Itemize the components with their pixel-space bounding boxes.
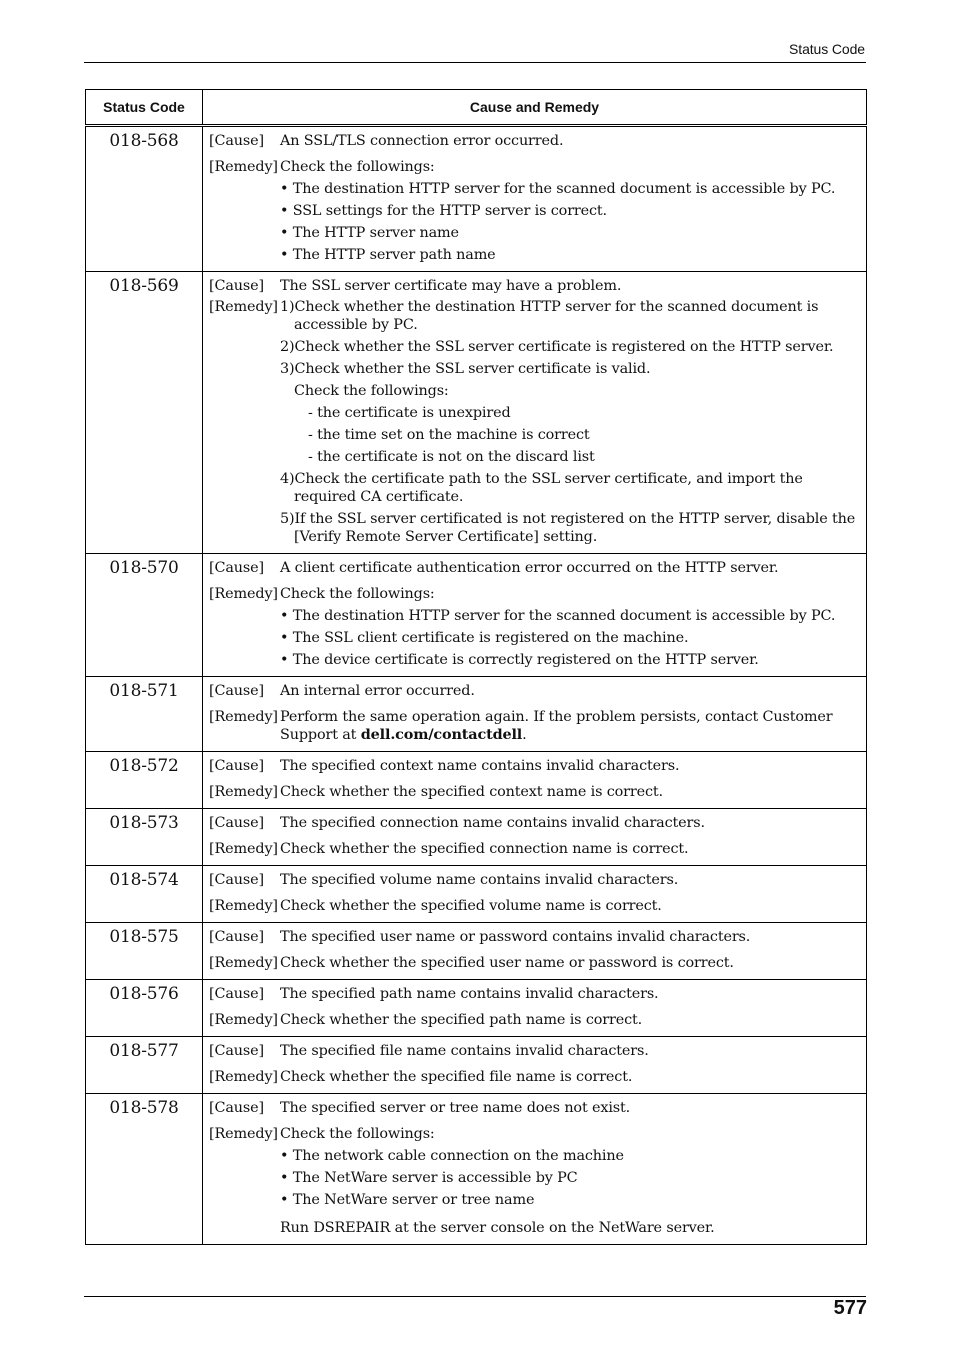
remedy-item bbox=[209, 202, 862, 220]
remedy-item-indent bbox=[209, 202, 280, 220]
remedy-item-indent bbox=[209, 510, 280, 546]
remedy-item bbox=[209, 360, 862, 378]
cause-line bbox=[209, 985, 862, 1003]
remedy-item-indent bbox=[209, 629, 280, 647]
cause-and-remedy bbox=[203, 980, 867, 1037]
remedy-label: [Remedy] bbox=[209, 841, 278, 857]
remedy-item-indent bbox=[209, 246, 280, 264]
remedy-after bbox=[209, 1219, 862, 1237]
remedy-text: Check whether the specified volume name is correct. bbox=[280, 898, 662, 914]
step-item bbox=[280, 510, 862, 546]
cause-and-remedy bbox=[203, 1037, 867, 1094]
remedy-text: Check whether the specified path name is correct. bbox=[280, 1012, 643, 1028]
remedy-item bbox=[209, 382, 862, 400]
remedy-label: [Remedy] bbox=[209, 1126, 278, 1142]
remedy-item bbox=[209, 1147, 862, 1165]
table-row bbox=[86, 1094, 867, 1245]
remedy-label: [Remedy] bbox=[209, 898, 278, 914]
cause-label: [Cause] bbox=[209, 815, 264, 831]
page-number: 577 bbox=[833, 1297, 867, 1319]
step-text: 2)Check whether the SSL server certificate is registered on the HTTP server. bbox=[280, 339, 834, 355]
table-row bbox=[86, 677, 867, 752]
cause-and-remedy bbox=[203, 752, 867, 809]
cause-and-remedy bbox=[203, 272, 867, 554]
remedy-item bbox=[209, 338, 862, 356]
cause-line bbox=[209, 1042, 862, 1060]
step-item: Check the followings: bbox=[294, 383, 449, 399]
running-head: Status Code bbox=[789, 41, 865, 57]
remedy-item-indent bbox=[209, 448, 280, 466]
table-header-row bbox=[86, 90, 867, 126]
bullet-item: • SSL settings for the HTTP server is correct. bbox=[280, 202, 862, 220]
cause-and-remedy bbox=[203, 126, 867, 272]
remedy-item bbox=[209, 1169, 862, 1187]
step-item bbox=[280, 470, 862, 506]
remedy-text: Check whether the specified context name is correct. bbox=[280, 784, 663, 800]
step-text: 3)Check whether the SSL server certificate is valid. bbox=[280, 361, 651, 377]
remedy-label: [Remedy] bbox=[209, 1012, 278, 1028]
cause-text: The specified volume name contains invalid characters. bbox=[280, 872, 679, 888]
step-item: - the certificate is not on the discard list bbox=[308, 449, 595, 465]
remedy-item-indent bbox=[209, 1169, 280, 1187]
remedy-text: Check the followings: bbox=[280, 1126, 435, 1142]
remedy-line bbox=[209, 897, 862, 915]
remedy-text: Check the followings: bbox=[280, 159, 435, 175]
cause-label: [Cause] bbox=[209, 986, 264, 1002]
status-code: 018-568 bbox=[86, 126, 203, 272]
table-row bbox=[86, 752, 867, 809]
remedy-line bbox=[209, 298, 862, 334]
remedy-item bbox=[209, 404, 862, 422]
header-rule bbox=[84, 62, 866, 63]
remedy-item-indent bbox=[209, 224, 280, 242]
remedy-line bbox=[209, 1125, 862, 1143]
remedy-line bbox=[209, 840, 862, 858]
remedy-line bbox=[209, 158, 862, 176]
remedy-text: Check whether the specified file name is correct. bbox=[280, 1069, 633, 1085]
table-row bbox=[86, 866, 867, 923]
cause-text: The specified context name contains invalid characters. bbox=[280, 758, 680, 774]
cause-line bbox=[209, 1099, 862, 1117]
remedy-text: Check whether the specified connection name is correct. bbox=[280, 841, 689, 857]
remedy-item bbox=[209, 607, 862, 625]
cause-and-remedy bbox=[203, 866, 867, 923]
column-header-cause-and-remedy: Cause and Remedy bbox=[203, 90, 867, 126]
status-code: 018-575 bbox=[86, 923, 203, 980]
remedy-line bbox=[209, 954, 862, 972]
remedy-text: Check the followings: bbox=[280, 586, 435, 602]
remedy-after-text: Run DSREPAIR at the server console on the NetWare server. bbox=[280, 1220, 715, 1236]
remedy-text-end: . bbox=[522, 727, 527, 743]
remedy-line bbox=[209, 708, 862, 744]
remedy-text bbox=[280, 298, 862, 334]
table-row bbox=[86, 923, 867, 980]
remedy-item bbox=[209, 1191, 862, 1209]
remedy-label: [Remedy] bbox=[209, 955, 278, 971]
remedy-item-indent bbox=[209, 1219, 280, 1237]
cause-and-remedy bbox=[203, 554, 867, 677]
table-row bbox=[86, 809, 867, 866]
cause-label: [Cause] bbox=[209, 133, 264, 149]
status-code: 018-572 bbox=[86, 752, 203, 809]
cause-label: [Cause] bbox=[209, 683, 264, 699]
cause-label: [Cause] bbox=[209, 872, 264, 888]
table-row bbox=[86, 980, 867, 1037]
cause-line bbox=[209, 277, 862, 295]
remedy-item-indent bbox=[209, 180, 280, 198]
cause-and-remedy bbox=[203, 1094, 867, 1245]
cause-line bbox=[209, 928, 862, 946]
remedy-item-indent bbox=[209, 1147, 280, 1165]
cause-text: A client certificate authentication error occurred on the HTTP server. bbox=[280, 560, 779, 576]
remedy-line bbox=[209, 783, 862, 801]
cause-label: [Cause] bbox=[209, 929, 264, 945]
bullet-item: • The network cable connection on the machine bbox=[280, 1147, 862, 1165]
status-code: 018-576 bbox=[86, 980, 203, 1037]
cause-text: The specified path name contains invalid characters. bbox=[280, 986, 659, 1002]
remedy-item-indent bbox=[209, 470, 280, 506]
bullet-item: • The destination HTTP server for the scanned document is accessible by PC. bbox=[280, 180, 862, 198]
remedy-item bbox=[209, 470, 862, 506]
remedy-item-indent bbox=[209, 426, 280, 444]
remedy-item-indent bbox=[209, 651, 280, 669]
status-code: 018-573 bbox=[86, 809, 203, 866]
status-code: 018-569 bbox=[86, 272, 203, 554]
cause-text: The SSL server certificate may have a problem. bbox=[280, 278, 622, 294]
status-code: 018-571 bbox=[86, 677, 203, 752]
status-code: 018-570 bbox=[86, 554, 203, 677]
bullet-item: • The HTTP server path name bbox=[280, 246, 862, 264]
remedy-item-indent bbox=[209, 382, 280, 400]
table-row bbox=[86, 1037, 867, 1094]
cause-line bbox=[209, 559, 862, 577]
cause-text: The specified server or tree name does not exist. bbox=[280, 1100, 631, 1116]
table-row bbox=[86, 554, 867, 677]
cause-label: [Cause] bbox=[209, 758, 264, 774]
status-code-table bbox=[85, 89, 867, 1245]
remedy-text bbox=[280, 708, 862, 744]
cause-label: [Cause] bbox=[209, 560, 264, 576]
cause-label: [Cause] bbox=[209, 1100, 264, 1116]
remedy-text-main: Perform the same operation again. If the problem persists, contact Customer Support at bbox=[280, 709, 833, 743]
remedy-item-indent bbox=[209, 1191, 280, 1209]
step-item: - the certificate is unexpired bbox=[308, 405, 511, 421]
remedy-item bbox=[209, 448, 862, 466]
cause-label: [Cause] bbox=[209, 278, 264, 294]
remedy-item bbox=[209, 629, 862, 647]
remedy-line bbox=[209, 585, 862, 603]
cause-line bbox=[209, 814, 862, 832]
remedy-item-indent bbox=[209, 607, 280, 625]
remedy-item-indent bbox=[209, 404, 280, 422]
cause-label: [Cause] bbox=[209, 1043, 264, 1059]
remedy-line bbox=[209, 1011, 862, 1029]
cause-text: An internal error occurred. bbox=[280, 683, 475, 699]
status-code: 018-574 bbox=[86, 866, 203, 923]
footer-rule bbox=[84, 1296, 866, 1297]
remedy-item bbox=[209, 180, 862, 198]
bullet-item: • The NetWare server or tree name bbox=[280, 1191, 862, 1209]
cause-text: The specified file name contains invalid characters. bbox=[280, 1043, 649, 1059]
remedy-label: [Remedy] bbox=[209, 1069, 278, 1085]
step-text: 5)If the SSL server certificated is not registered on the HTTP server, disable the [Verify Remote Server Certificate] setting. bbox=[280, 511, 856, 545]
remedy-label: [Remedy] bbox=[209, 299, 278, 315]
bullet-item: • The NetWare server is accessible by PC bbox=[280, 1169, 862, 1187]
status-code: 018-578 bbox=[86, 1094, 203, 1245]
cause-line bbox=[209, 871, 862, 889]
bullet-item: • The SSL client certificate is registered on the machine. bbox=[280, 629, 862, 647]
remedy-line bbox=[209, 1068, 862, 1086]
cause-and-remedy bbox=[203, 677, 867, 752]
remedy-label: [Remedy] bbox=[209, 784, 278, 800]
remedy-item bbox=[209, 246, 862, 264]
step-item: - the time set on the machine is correct bbox=[308, 427, 590, 443]
remedy-label: [Remedy] bbox=[209, 586, 278, 602]
step-item bbox=[280, 360, 862, 378]
remedy-item bbox=[209, 510, 862, 546]
bullet-item: • The destination HTTP server for the scanned document is accessible by PC. bbox=[280, 607, 862, 625]
remedy-item-indent bbox=[209, 360, 280, 378]
step-text: 4)Check the certificate path to the SSL server certificate, and import the required CA certificate. bbox=[280, 471, 803, 505]
table-row bbox=[86, 272, 867, 554]
remedy-label: [Remedy] bbox=[209, 709, 278, 725]
cause-line bbox=[209, 757, 862, 775]
cause-text: The specified connection name contains invalid characters. bbox=[280, 815, 705, 831]
remedy-item bbox=[209, 651, 862, 669]
cause-and-remedy bbox=[203, 923, 867, 980]
column-header-status-code: Status Code bbox=[86, 90, 203, 126]
remedy-item bbox=[209, 224, 862, 242]
remedy-label: [Remedy] bbox=[209, 159, 278, 175]
remedy-item-indent bbox=[209, 338, 280, 356]
cause-text: An SSL/TLS connection error occurred. bbox=[280, 133, 564, 149]
table-row bbox=[86, 126, 867, 272]
cause-text: The specified user name or password contains invalid characters. bbox=[280, 929, 751, 945]
cause-line bbox=[209, 132, 862, 150]
status-code: 018-577 bbox=[86, 1037, 203, 1094]
remedy-item bbox=[209, 426, 862, 444]
step-item bbox=[280, 338, 862, 356]
cause-and-remedy bbox=[203, 809, 867, 866]
remedy-step-text: 1)Check whether the destination HTTP server for the scanned document is accessible by PC. bbox=[280, 299, 819, 333]
bullet-item: • The HTTP server name bbox=[280, 224, 862, 242]
cause-line bbox=[209, 682, 862, 700]
remedy-text: Check whether the specified user name or password is correct. bbox=[280, 955, 734, 971]
support-link: dell.com/contactdell bbox=[360, 726, 523, 743]
bullet-item: • The device certificate is correctly registered on the HTTP server. bbox=[280, 651, 862, 669]
